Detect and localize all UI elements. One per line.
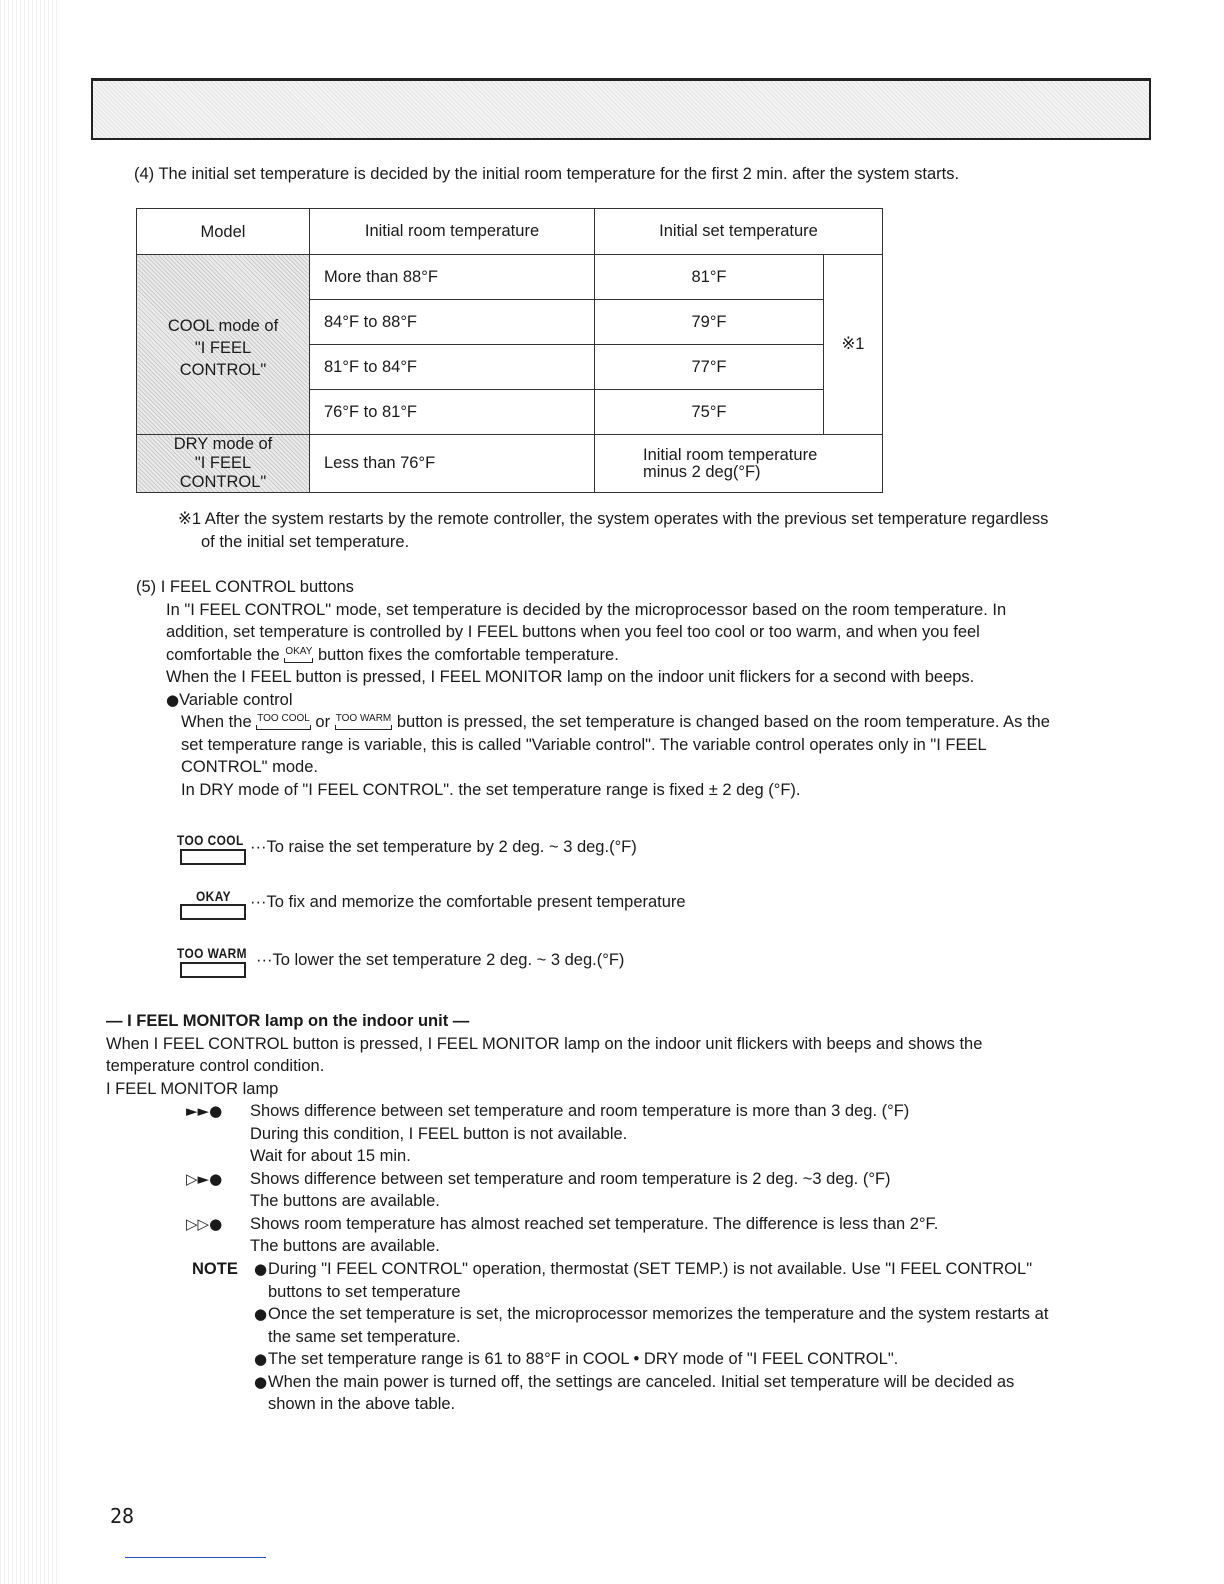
monitor-states xyxy=(186,1100,1146,1258)
variable-line-2: set temperature range is variable, this is called "Variable control". The variable control operates only in "I FEEL xyxy=(181,735,987,754)
note-line: the same set temperature. xyxy=(268,1327,461,1346)
note-line: During "I FEEL CONTROL" operation, thermostat (SET TEMP.) is not available. Use "I FEEL CONTROL" xyxy=(268,1260,1033,1278)
set-cell: 75°F xyxy=(595,390,824,435)
note-line: shown in the above table. xyxy=(268,1395,456,1413)
too-cool-button-glyph: TOO COOL xyxy=(257,713,310,724)
state-line: The buttons are available. xyxy=(250,1237,440,1255)
dry-mode-cell xyxy=(137,435,310,493)
set-cell: 79°F xyxy=(595,300,824,345)
too-warm-button-icon xyxy=(180,962,246,978)
header-initial-set: Initial set temperature xyxy=(595,209,883,255)
table-header-row xyxy=(137,209,883,255)
section-5-line-2: addition, set temperature is controlled by I FEEL buttons when you feel too cool or too warm, and when you feel xyxy=(166,623,980,641)
variable-line-3: CONTROL" mode. xyxy=(181,758,318,776)
note-line: When the main power is turned off, the settings are canceled. Initial set temperature will be decided as xyxy=(268,1372,1015,1391)
note-line: buttons to set temperature xyxy=(268,1282,461,1301)
state-line: The buttons are available. xyxy=(250,1192,440,1210)
monitor-state xyxy=(186,1213,1146,1258)
bullet-icon: ● xyxy=(254,1305,268,1323)
okay-button-icon xyxy=(180,904,246,920)
bullet-icon: ● xyxy=(254,1350,268,1368)
state-line: During this condition, I FEEL button is not available. xyxy=(250,1124,628,1143)
table-row xyxy=(137,255,883,300)
room-cell: 84°F to 88°F xyxy=(310,300,595,345)
footer-rule xyxy=(125,1557,266,1558)
dry-mode-label-2: "I FEEL CONTROL" xyxy=(179,454,267,491)
footnote-mark: ※1 xyxy=(178,510,202,528)
dry-set-line-1: Initial room temperature xyxy=(643,445,818,464)
lamp-all-on-icon: ►►● xyxy=(186,1102,223,1120)
state-line: Shows difference between set temperature and room temperature is 2 deg. ~3 deg. (°F) xyxy=(250,1169,891,1188)
note-label: NOTE xyxy=(192,1260,238,1278)
note-line: Once the set temperature is set, the microprocessor memorizes the temperature and the system restarts at xyxy=(268,1305,1049,1323)
monitor-line-1: When I FEEL CONTROL button is pressed, I FEEL MONITOR lamp on the indoor unit flickers with beeps and shows the xyxy=(106,1034,983,1053)
lamp-one-on-icon: ▷▷● xyxy=(186,1214,223,1233)
header-band xyxy=(91,78,1151,140)
okay-label: OKAY xyxy=(196,888,231,904)
dry-set-line-2: minus 2 deg(°F) xyxy=(643,462,761,481)
initial-temperature-table xyxy=(136,208,883,493)
set-cell: 81°F xyxy=(595,255,824,300)
footnote-line-1: After the system restarts by the remote controller, the system operates with the previous set temperature regardless xyxy=(204,510,1049,528)
monitor-heading: — I FEEL MONITOR lamp on the indoor unit — xyxy=(106,1012,470,1030)
too-warm-label: TOO WARM xyxy=(177,945,247,961)
note-section xyxy=(192,1258,1142,1416)
lamp-two-on-icon: ▷►● xyxy=(186,1169,223,1188)
page-number: 28 xyxy=(110,1504,135,1528)
too-cool-button-icon xyxy=(180,849,246,865)
dry-mode-label-1: DRY mode of xyxy=(173,435,273,453)
too-cool-label: TOO COOL xyxy=(177,832,244,848)
note-item xyxy=(254,1258,1048,1303)
variable-line-1: When the TOO COOL or TOO WARM button is pressed, the set temperature is changed based on the room temperature. As the xyxy=(181,713,1050,731)
section-5 xyxy=(136,576,1146,801)
too-warm-desc: ···To lower the set temperature 2 deg. ~ 3 deg.(°F) xyxy=(256,951,625,969)
note-item xyxy=(254,1348,1048,1371)
header-initial-room: Initial room temperature xyxy=(310,209,595,255)
too-warm-button-glyph: TOO WARM xyxy=(335,713,392,724)
bullet-icon: ● xyxy=(254,1260,268,1278)
note-item xyxy=(254,1371,1048,1416)
variable-line-4: In DRY mode of "I FEEL CONTROL". the set temperature range is fixed ± 2 deg (°F). xyxy=(181,780,801,799)
room-cell: Less than 76°F xyxy=(310,435,595,493)
note-ref-cell: ※1 xyxy=(824,255,883,435)
state-line: Shows difference between set temperature and room temperature is more than 3 deg. (°F) xyxy=(250,1102,910,1120)
set-cell xyxy=(595,435,883,493)
variable-control-heading: ●Variable control xyxy=(166,690,293,709)
section-5-line-3: comfortable the OKAY button fixes the comfortable temperature. xyxy=(166,645,619,664)
bullet-icon: ● xyxy=(166,690,180,709)
state-line: Wait for about 15 min. xyxy=(250,1147,411,1165)
okay-button-glyph: OKAY xyxy=(285,645,313,657)
cool-mode-label-1: COOL mode of xyxy=(167,316,279,335)
cool-mode-cell xyxy=(137,255,310,435)
section-5-heading: (5) I FEEL CONTROL buttons xyxy=(136,578,354,596)
set-cell: 77°F xyxy=(595,345,824,390)
okay-desc: ···To fix and memorize the comfortable present temperature xyxy=(250,893,686,911)
section-5-line-1: In "I FEEL CONTROL" mode, set temperature is decided by the microprocessor based on the room temperature. In xyxy=(166,600,1007,619)
note-item xyxy=(254,1303,1048,1348)
too-cool-desc: ···To raise the set temperature by 2 deg. ~ 3 deg.(°F) xyxy=(250,838,637,856)
room-cell: 76°F to 81°F xyxy=(310,390,595,435)
intro-text: (4) The initial set temperature is decided by the initial room temperature for the first 2 min. after the system starts. xyxy=(134,165,960,183)
monitor-section xyxy=(106,1010,1146,1100)
footnote xyxy=(178,508,1143,553)
note-line: The set temperature range is 61 to 88°F in COOL • DRY mode of "I FEEL CONTROL". xyxy=(268,1350,899,1368)
section-5-line-4: When the I FEEL button is pressed, I FEEL MONITOR lamp on the indoor unit flickers for a second with beeps. xyxy=(166,668,975,686)
table-row xyxy=(137,435,883,493)
bullet-icon: ● xyxy=(254,1372,268,1391)
monitor-line-2: temperature control condition. xyxy=(106,1057,325,1075)
room-cell: 81°F to 84°F xyxy=(310,345,595,390)
scan-edge-texture xyxy=(0,0,60,1584)
header-model: Model xyxy=(137,209,310,255)
monitor-lamp-label: I FEEL MONITOR lamp xyxy=(106,1079,279,1098)
room-cell: More than 88°F xyxy=(310,255,595,300)
state-line: Shows room temperature has almost reached set temperature. The difference is less than 2°F. xyxy=(250,1214,939,1233)
cool-mode-label-2: "I FEEL CONTROL" xyxy=(179,338,267,379)
monitor-state xyxy=(186,1100,1146,1168)
footnote-line-2: of the initial set temperature. xyxy=(201,532,410,551)
monitor-state xyxy=(186,1168,1146,1213)
